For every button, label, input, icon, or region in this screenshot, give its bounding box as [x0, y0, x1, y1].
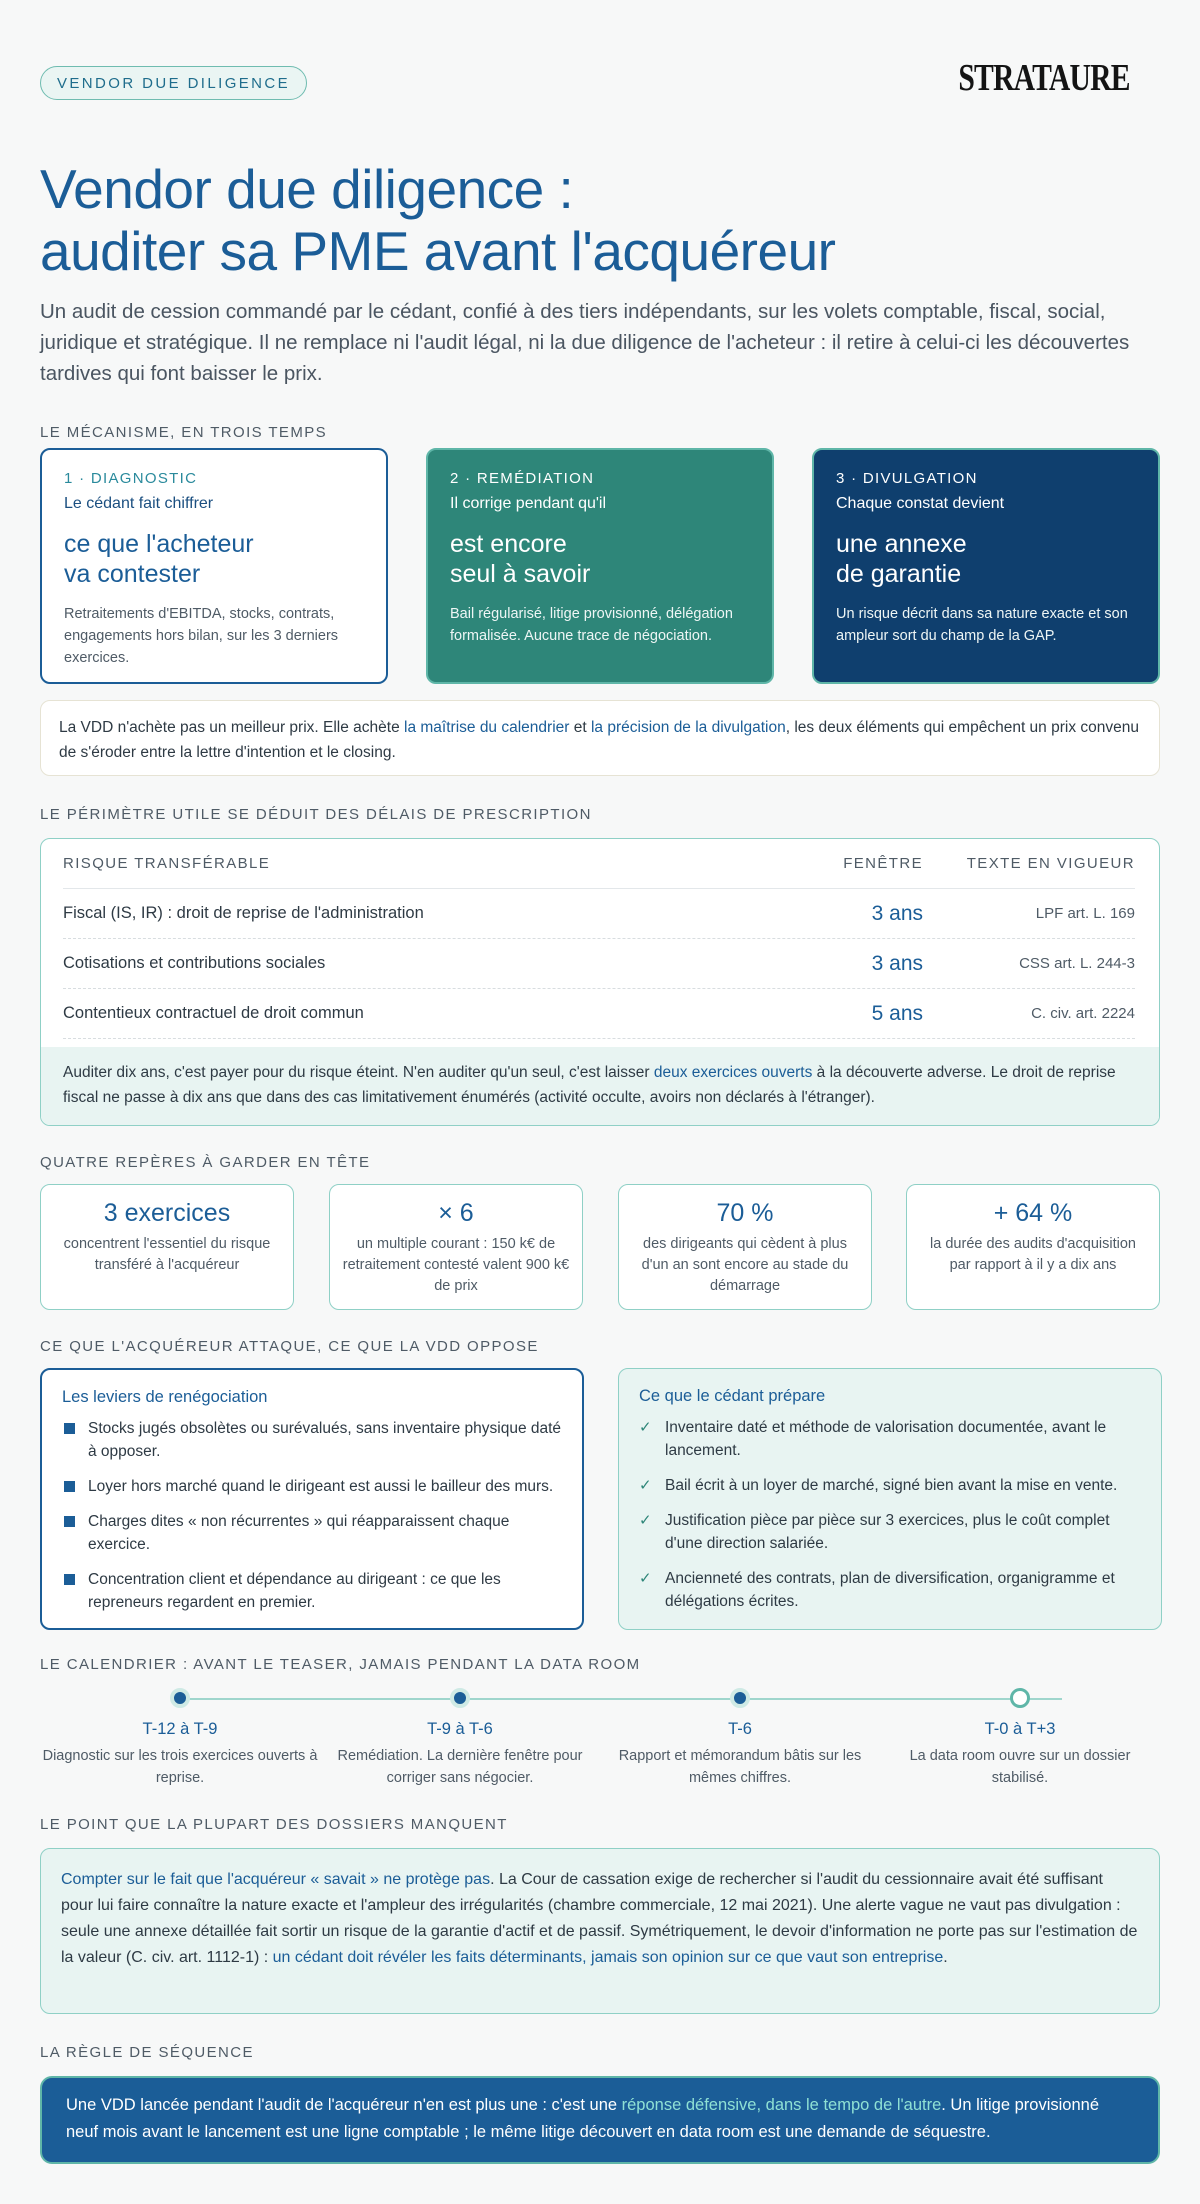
- list-item-text: Justification pièce par pièce sur 3 exercices, plus le coût complet d'une direction salariée.: [665, 1512, 1110, 1552]
- stat-text: concentrent l'essentiel du risque transféré à l'acquéreur: [63, 1236, 271, 1273]
- card-description: Un risque décrit dans sa nature exacte et son ampleur sort du champ de la GAP.: [836, 606, 1128, 644]
- section-label-mechanism: LE MÉCANISME, EN TROIS TEMPS: [40, 424, 328, 441]
- card-headline: [450, 529, 750, 589]
- table-row: [63, 989, 1135, 1039]
- row-text: LPF art. L. 169: [1035, 905, 1135, 922]
- list-item: [639, 1509, 1141, 1555]
- list-item: [639, 1567, 1141, 1613]
- card-remediation: [426, 448, 774, 684]
- preparation-title: Ce que le cédant prépare: [639, 1387, 826, 1405]
- stat-card: [906, 1184, 1160, 1310]
- row-risk: Cotisations et contributions sociales: [63, 954, 326, 972]
- timeline-step-label: T-6: [728, 1720, 752, 1738]
- note-text: La VDD n'achète pas un meilleur prix. Elle achète: [59, 719, 405, 736]
- stat-card: [618, 1184, 872, 1310]
- list-item-text: Inventaire daté et méthode de valorisation documentée, avant le lancement.: [665, 1419, 1107, 1459]
- timeline-step-label: T-12 à T-9: [142, 1720, 218, 1738]
- stat-value: 3 exercices: [103, 1199, 231, 1227]
- table-footnote: [41, 1047, 1159, 1125]
- stat-text: la durée des audits d'acquisition par rapport à il y a dix ans: [930, 1236, 1136, 1273]
- card-description: Retraitements d'EBITDA, stocks, contrats, engagements hors bilan, sur les 3 derniers exercices.: [64, 606, 339, 666]
- top-bar: [40, 57, 1160, 102]
- timeline-dot: [730, 1688, 750, 1708]
- list-item: [639, 1416, 1141, 1462]
- section-label-stats: QUATRE REPÈRES À GARDER EN TÊTE: [40, 1154, 371, 1171]
- timeline: [40, 1688, 1160, 1798]
- card-headline: [836, 529, 1136, 589]
- renegotiation-levers: [40, 1368, 584, 1630]
- timeline-dot: [170, 1688, 190, 1708]
- brand-logo[interactable]: STRATAURE: [958, 57, 1130, 99]
- mechanism-note: [40, 700, 1160, 776]
- list-item-text: Ancienneté des contrats, plan de diversification, organigramme et délégations écrites.: [665, 1570, 1115, 1610]
- header-risk: RISQUE TRANSFÉRABLE: [63, 855, 271, 872]
- timeline-step-label: T-9 à T-6: [427, 1720, 493, 1738]
- card-headline-line: de garantie: [836, 560, 962, 588]
- check-icon: ✓: [639, 1419, 652, 1436]
- check-icon: ✓: [639, 1570, 652, 1587]
- prescription-table: [40, 838, 1160, 1126]
- stat-value: × 6: [438, 1199, 474, 1227]
- title-line-1: Vendor due diligence :: [40, 158, 574, 220]
- sequence-highlight: réponse défensive, dans le tempo de l'autre: [621, 2096, 942, 2114]
- timeline-step: [40, 1688, 320, 1789]
- callout-highlight: un cédant doit révéler les faits déterminants, jamais son opinion sur ce que vaut son entreprise: [272, 1949, 944, 1966]
- section-label-perimeter: LE PÉRIMÈTRE UTILE SE DÉDUIT DES DÉLAIS DE PRESCRIPTION: [40, 806, 592, 823]
- footnote-highlight: deux exercices ouverts: [653, 1064, 813, 1081]
- category-tag: VENDOR DUE DILIGENCE: [40, 66, 307, 100]
- stat-text: des dirigeants qui cèdent à plus d'un an sont encore au stade du démarrage: [641, 1236, 849, 1294]
- stats-row: [40, 1184, 1160, 1310]
- list-item: [639, 1474, 1141, 1497]
- card-kicker: 1 · DIAGNOSTIC: [64, 470, 198, 487]
- callout-text: .: [943, 1949, 948, 1966]
- card-headline-line: est encore: [450, 530, 567, 558]
- timeline-step: [880, 1688, 1160, 1789]
- table-header: [63, 839, 1135, 889]
- stat-text: un multiple courant : 150 k€ de retraitement contesté valent 900 k€ de prix: [342, 1236, 570, 1294]
- card-headline-line: une annexe: [836, 530, 967, 558]
- note-text: et: [569, 719, 591, 736]
- timeline-dot: [450, 1688, 470, 1708]
- header-text: TEXTE EN VIGUEUR: [966, 855, 1135, 872]
- timeline-dot-open: [1010, 1688, 1030, 1708]
- list-item: Loyer hors marché quand le dirigeant est aussi le bailleur des murs.: [62, 1475, 562, 1498]
- card-subtitle: Il corrige pendant qu'il: [450, 495, 607, 512]
- card-description: Bail régularisé, litige provisionné, délégation formalisée. Aucune trace de négociation.: [450, 606, 733, 644]
- stat-card: [329, 1184, 583, 1310]
- callout-highlight: Compter sur le fait que l'acquéreur « savait » ne protège pas: [61, 1871, 491, 1888]
- sequence-rule-box: [40, 2076, 1160, 2164]
- row-window: 3 ans: [871, 901, 923, 925]
- check-icon: ✓: [639, 1512, 652, 1529]
- card-subtitle: Le cédant fait chiffrer: [64, 495, 214, 512]
- card-headline-line: ce que l'acheteur: [64, 530, 254, 558]
- note-highlight: la maîtrise du calendrier: [404, 719, 570, 736]
- card-kicker: 2 · REMÉDIATION: [450, 470, 595, 487]
- sequence-text: . Un litige provisionné neuf mois avant le lancement est une ligne comptable ; le même litige découvert en data room est une demande de séquestre.: [66, 2096, 1099, 2141]
- list-item: Concentration client et dépendance au dirigeant : ce que les repreneurs regardent en premier.: [62, 1568, 562, 1614]
- footnote-text: Auditer dix ans, c'est payer pour du risque éteint. N'en auditer qu'un seul, c'est laisser: [63, 1064, 654, 1081]
- card-divulgation: [812, 448, 1160, 684]
- list-item: Stocks jugés obsolètes ou surévalués, sans inventaire physique daté à opposer.: [62, 1417, 562, 1463]
- section-label-callout: LE POINT QUE LA PLUPART DES DOSSIERS MANQUENT: [40, 1816, 508, 1833]
- card-diagnostic: [40, 448, 388, 684]
- key-point-callout: [40, 1848, 1160, 2014]
- card-headline-line: va contester: [64, 560, 201, 588]
- row-risk: Fiscal (IS, IR) : droit de reprise de l'administration: [63, 904, 424, 922]
- list-item-text: Bail écrit à un loyer de marché, signé bien avant la mise en vente.: [665, 1477, 1118, 1494]
- levers-title: Les leviers de renégociation: [62, 1388, 268, 1406]
- timeline-step-desc: Diagnostic sur les trois exercices ouverts à reprise.: [42, 1748, 318, 1786]
- timeline-step-desc: Rapport et mémorandum bâtis sur les mêmes chiffres.: [618, 1748, 862, 1786]
- seller-preparation: [618, 1368, 1162, 1630]
- table-row: [63, 939, 1135, 989]
- card-subtitle: Chaque constat devient: [836, 495, 1005, 512]
- check-icon: ✓: [639, 1477, 652, 1494]
- section-label-timeline: LE CALENDRIER : AVANT LE TEASER, JAMAIS PENDANT LA DATA ROOM: [40, 1656, 641, 1673]
- table-row: [63, 889, 1135, 939]
- timeline-step-desc: Remédiation. La dernière fenêtre pour corriger sans négocier.: [337, 1748, 583, 1786]
- timeline-step-label: T-0 à T+3: [984, 1720, 1056, 1738]
- card-headline-line: seul à savoir: [450, 560, 591, 588]
- section-label-compare: CE QUE L'ACQUÉREUR ATTAQUE, CE QUE LA VDD OPPOSE: [40, 1338, 539, 1355]
- page-title: [40, 158, 836, 282]
- card-headline: [64, 529, 364, 589]
- mechanism-cards: [40, 448, 1160, 684]
- timeline-step: [320, 1688, 600, 1789]
- note-text: , les deux éléments qui empêchent un prix convenu de s'éroder entre la lettre d'intention et le closing.: [59, 719, 1139, 761]
- timeline-step: [600, 1688, 880, 1789]
- compare-section: [40, 1368, 1160, 1630]
- list-item: Charges dites « non récurrentes » qui réapparaissent chaque exercice.: [62, 1510, 562, 1556]
- sequence-text: Une VDD lancée pendant l'audit de l'acquéreur n'en est plus une : c'est une: [66, 2096, 622, 2114]
- title-line-2: auditer sa PME avant l'acquéreur: [40, 220, 836, 282]
- stat-value: + 64 %: [993, 1199, 1073, 1227]
- row-risk: Contentieux contractuel de droit commun: [63, 1004, 364, 1022]
- intro-paragraph: Un audit de cession commandé par le cédant, confié à des tiers indépendants, sur les volets comptable, fiscal, social, juridique et stratégique. Il ne remplace ni l'audit légal, ni la due diligence de l'acheteur : il retire à celui-ci les découvertes tardives qui font baisser le prix.: [40, 300, 1130, 385]
- stat-value: 70 %: [716, 1199, 774, 1227]
- row-window: 5 ans: [871, 1001, 923, 1025]
- row-text: CSS art. L. 244-3: [1019, 955, 1135, 972]
- header-window: FENÊTRE: [843, 855, 923, 872]
- stat-card: [40, 1184, 294, 1310]
- timeline-step-desc: La data room ouvre sur un dossier stabilisé.: [909, 1748, 1131, 1786]
- row-text: C. civ. art. 2224: [1031, 1005, 1135, 1022]
- footnote-text: à la découverte adverse. Le droit de reprise fiscal ne passe à dix ans que dans des cas limitativement énumérés (activité occulte, avoirs non déclarés à l'étranger).: [63, 1064, 1116, 1106]
- section-label-sequence: LA RÈGLE DE SÉQUENCE: [40, 2044, 254, 2061]
- note-highlight: la précision de la divulgation: [590, 719, 786, 736]
- row-window: 3 ans: [871, 951, 923, 975]
- card-kicker: 3 · DIVULGATION: [836, 470, 978, 487]
- callout-text: . La Cour de cassation exige de rechercher si l'audit du cessionnaire avait été suffisant pour lui faire connaître la nature exacte et l'ampleur des irrégularités (chambre commerciale, 12 mai 2021). Une alerte vague ne vaut pas divulgation : seule une annexe détaillée fait sortir un risque de la garantie d'actif et de passif. Symétriquement, le devoir d'information ne porte pas sur l'estimation de la valeur (C. civ. art. 1112-1) :: [61, 1871, 1138, 1966]
